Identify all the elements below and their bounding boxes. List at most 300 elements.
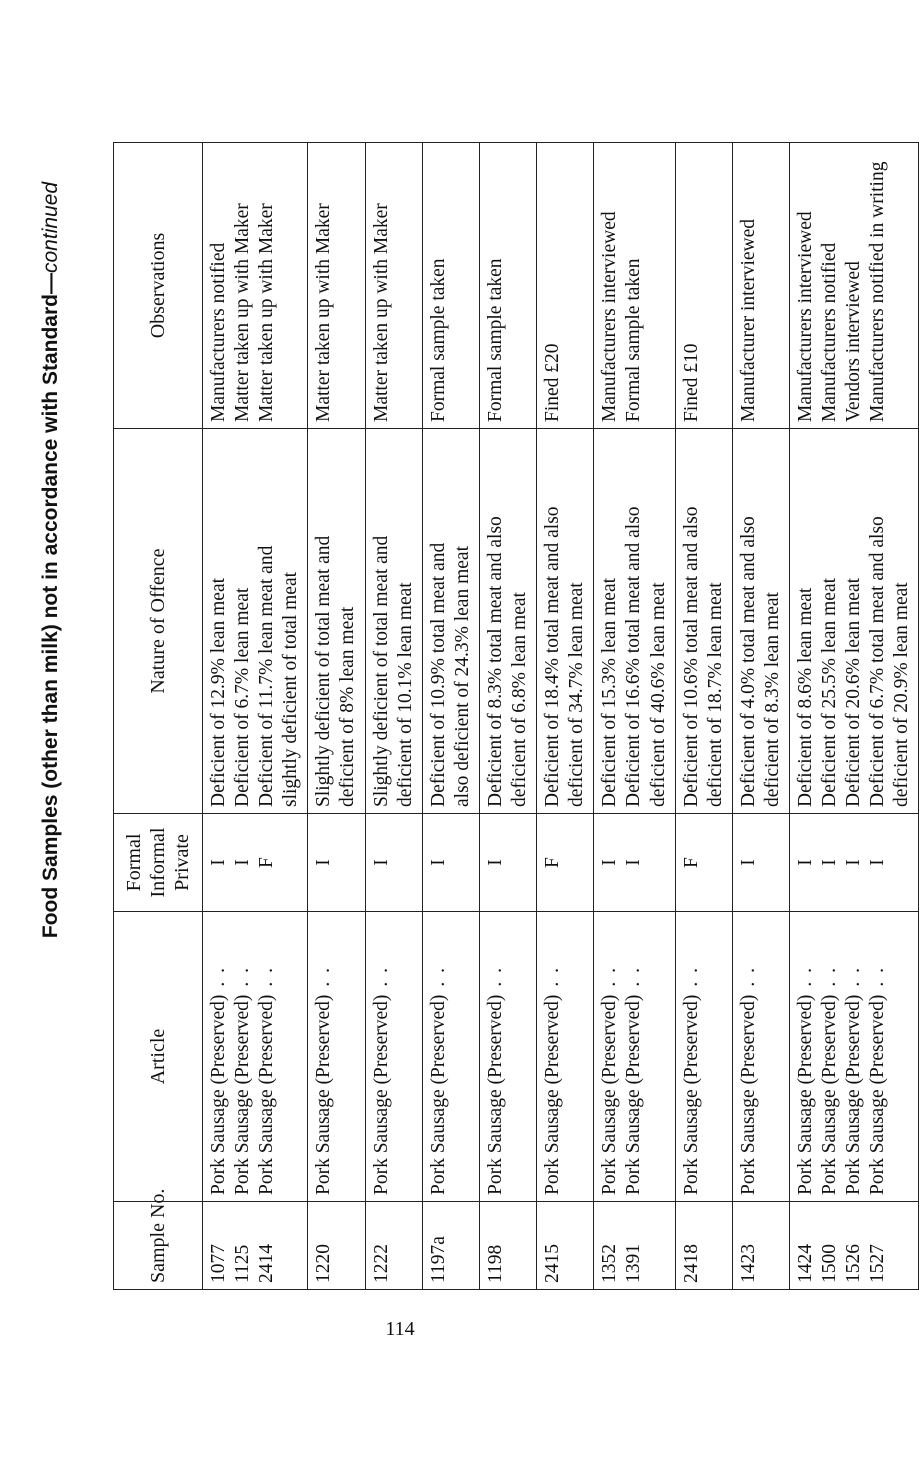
nature-cell-text: deficient of 34.7% lean meat [566, 582, 588, 807]
sample-no-cell [203, 1202, 308, 1290]
sample-no-cell-line [818, 1208, 842, 1283]
nature-cell [308, 429, 365, 814]
type-cell-line [842, 820, 866, 905]
type-cell-line [704, 820, 728, 905]
nature-cell [732, 429, 789, 814]
article-cell-text: Pork Sausage (Preserved) [542, 994, 564, 1195]
observation-cell-text: Matter taken up with Maker [256, 203, 278, 422]
nature-cell-text: slightly deficient of total meat [280, 571, 302, 807]
article-cell-line [394, 918, 418, 1195]
observation-cell-line [680, 149, 704, 422]
observation-cell-line [565, 149, 589, 422]
article-cell-text: Pork Sausage (Preserved) [794, 994, 816, 1195]
nature-cell-line [565, 435, 589, 807]
observation-cell-line [394, 149, 418, 422]
sample-no-cell-line [207, 1208, 231, 1283]
observation-cell-text: Manufacturers notified [208, 242, 229, 422]
article-cell-line [370, 918, 394, 1195]
sample-no-cell-line [622, 1208, 646, 1283]
article-cell-text: Pork Sausage (Preserved) [599, 994, 621, 1195]
sample-no-cell-line [312, 1208, 336, 1283]
leader-dots: . . [623, 966, 645, 987]
observation-cell-line [312, 149, 336, 422]
type-cell-line [565, 820, 589, 905]
type-cell-line [598, 820, 622, 905]
sample-no-cell-line [394, 1208, 418, 1283]
article-cell-line [336, 918, 360, 1195]
observation-cell-text: Formal sample taken [484, 258, 506, 422]
leader-dots: . . [313, 966, 335, 987]
type-cell-line [647, 820, 671, 905]
sample-no-cell-line [704, 1208, 728, 1283]
observation-cell-line [818, 149, 842, 422]
header-nature-of-offence: Nature of Offence [114, 429, 203, 814]
nature-cell-text: deficient of 10.1% lean meat [394, 582, 416, 807]
leader-dots: . . [542, 966, 564, 987]
article-cell [594, 912, 675, 1202]
leader-dots: . . [867, 966, 889, 987]
type-cell [203, 814, 308, 912]
sample-no-cell-text: 1077 [208, 1244, 229, 1283]
sample-no-cell-text: 1391 [623, 1244, 645, 1283]
observation-cell [422, 143, 479, 429]
type-cell-line [394, 820, 418, 905]
type-cell-line [508, 820, 532, 905]
sample-no-cell-line [541, 1208, 565, 1283]
sample-no-cell-line [484, 1208, 508, 1283]
sample-no-cell-line [255, 1208, 279, 1283]
article-cell-line [565, 918, 589, 1195]
sample-no-cell [365, 1202, 422, 1290]
nature-cell [203, 429, 308, 814]
observation-cell-text: Manufacturers interviewed [794, 211, 816, 422]
article-cell-line [842, 918, 866, 1195]
nature-cell [594, 429, 675, 814]
article-cell-line [647, 918, 671, 1195]
article-cell-text: Pork Sausage (Preserved) [843, 994, 865, 1195]
type-cell-line [279, 820, 303, 905]
observation-cell [789, 143, 918, 429]
nature-cell-line [704, 435, 728, 807]
leader-dots: . . [370, 966, 392, 987]
type-cell-text: F [256, 857, 278, 868]
sample-no-cell [732, 1202, 789, 1290]
article-cell-text: Pork Sausage (Preserved) [819, 994, 841, 1195]
article-cell-line [231, 918, 255, 1195]
nature-cell-line [647, 435, 671, 807]
nature-cell-text: Deficient of 8.3% total meat and also [484, 516, 506, 807]
header-sample-no: Sample No. [114, 1202, 203, 1290]
sample-no-cell [308, 1202, 365, 1290]
type-cell-text: I [313, 859, 335, 866]
table-body [203, 143, 919, 1290]
type-cell-line [370, 820, 394, 905]
observation-cell-line [704, 149, 728, 422]
sample-no-cell [675, 1202, 732, 1290]
sample-no-cell-text: 1423 [737, 1244, 759, 1283]
observation-cell-line [737, 149, 761, 422]
type-cell-text: I [599, 859, 621, 866]
nature-cell-line [207, 435, 231, 807]
article-cell-line [704, 918, 728, 1195]
sample-no-cell-line [508, 1208, 532, 1283]
observation-cell-line [622, 149, 646, 422]
type-cell-text: I [484, 859, 506, 866]
leader-dots: . . [256, 966, 278, 987]
type-cell-text: I [843, 859, 865, 866]
observation-cell-line [207, 149, 231, 422]
nature-cell-text: Deficient of 10.9% total meat and [427, 542, 449, 807]
nature-cell-text: deficient of 6.8% lean meat [509, 592, 531, 807]
type-cell-line [541, 820, 565, 905]
nature-cell-line [394, 435, 418, 807]
sample-no-cell-line [451, 1208, 475, 1283]
type-cell [789, 814, 918, 912]
article-cell-line [761, 918, 785, 1195]
article-cell-line [312, 918, 336, 1195]
type-cell [479, 814, 536, 912]
nature-cell-text: Deficient of 25.5% lean meat [819, 577, 841, 807]
article-cell-line [622, 918, 646, 1195]
article-cell [675, 912, 732, 1202]
type-cell-line [890, 820, 914, 905]
sample-no-cell-text: 1198 [484, 1244, 506, 1283]
nature-cell-line [279, 435, 303, 807]
page-number: 114 [385, 1318, 415, 1340]
observation-cell-line [508, 149, 532, 422]
observation-cell-text: Matter taken up with Maker [313, 203, 335, 422]
observation-cell-line [647, 149, 671, 422]
nature-cell-text: Deficient of 4.0% total meat and also [737, 516, 759, 807]
nature-cell-text: Deficient of 6.7% total meat and also [867, 516, 889, 807]
nature-cell-text: Deficient of 18.4% total meat and also [542, 506, 564, 807]
sample-no-cell-line [231, 1208, 255, 1283]
nature-cell [675, 429, 732, 814]
nature-cell-text: deficient of 8% lean meat [337, 606, 359, 807]
type-cell-line [255, 820, 279, 905]
article-cell-text: Pork Sausage (Preserved) [232, 994, 254, 1195]
header-article: Article [114, 912, 203, 1202]
sample-no-cell-text: 2414 [256, 1244, 278, 1283]
type-cell-line [451, 820, 475, 905]
table-row [789, 143, 918, 1290]
page-title-suffix: continued [39, 181, 62, 273]
sample-no-cell-line [794, 1208, 818, 1283]
sample-no-cell [479, 1202, 536, 1290]
sample-no-cell-line [842, 1208, 866, 1283]
type-cell-line [231, 820, 255, 905]
table-header-row [114, 143, 203, 1290]
table-row [308, 143, 365, 1290]
sample-no-cell [537, 1202, 594, 1290]
type-cell [365, 814, 422, 912]
nature-cell-text: Deficient of 16.6% total meat and also [623, 506, 645, 807]
nature-cell-line [866, 435, 890, 807]
type-cell-line [427, 820, 451, 905]
observation-cell-text: Fined £10 [680, 343, 702, 422]
nature-cell-line [818, 435, 842, 807]
observation-cell [732, 143, 789, 429]
observation-cell-text: Fined £20 [542, 343, 564, 422]
nature-cell-line [231, 435, 255, 807]
leader-dots: . . [737, 966, 759, 987]
observation-cell-line [370, 149, 394, 422]
leader-dots: . . [819, 966, 841, 987]
type-cell-text: I [370, 859, 392, 866]
rotated-table-sheet [113, 143, 913, 1290]
nature-cell-line [427, 435, 451, 807]
nature-cell-text: Deficient of 20.6% lean meat [843, 577, 865, 807]
sample-no-cell-text: 1500 [819, 1244, 841, 1283]
observation-cell-line [231, 149, 255, 422]
observation-cell-line [427, 149, 451, 422]
nature-cell-line [255, 435, 279, 807]
sample-no-cell-text: 1222 [370, 1244, 392, 1283]
sample-no-cell [594, 1202, 675, 1290]
table-row [203, 143, 308, 1290]
observation-cell-line [255, 149, 279, 422]
sample-no-cell-text: 1526 [843, 1244, 865, 1283]
header-type: Formal Informal Private [114, 814, 203, 912]
type-cell-line [761, 820, 785, 905]
article-cell-line [680, 918, 704, 1195]
article-cell-line [794, 918, 818, 1195]
observation-cell [675, 143, 732, 429]
observation-cell-line [451, 149, 475, 422]
observation-cell [537, 143, 594, 429]
article-cell-text: Pork Sausage (Preserved) [208, 994, 229, 1195]
type-cell-text: I [819, 859, 841, 866]
sample-no-cell-line [427, 1208, 451, 1283]
sample-no-cell-line [598, 1208, 622, 1283]
type-cell-text: I [232, 859, 254, 866]
nature-cell-text: Deficient of 10.6% total meat and also [680, 506, 702, 807]
article-cell [479, 912, 536, 1202]
type-cell-text: I [208, 859, 229, 866]
article-cell-text: Pork Sausage (Preserved) [737, 994, 759, 1195]
nature-cell-text: Deficient of 12.9% lean meat [208, 577, 229, 807]
article-cell-line [255, 918, 279, 1195]
sample-no-cell-line [370, 1208, 394, 1283]
observation-cell-text: Matter taken up with Maker [232, 203, 254, 422]
sample-no-cell-line [890, 1208, 914, 1283]
observation-cell [365, 143, 422, 429]
sample-no-cell-text: 1220 [313, 1244, 335, 1283]
observation-cell [203, 143, 308, 429]
sample-no-cell-text: 1352 [599, 1244, 621, 1283]
article-cell [732, 912, 789, 1202]
nature-cell-text: also deficient of 24.3% lean meat [451, 546, 473, 807]
article-cell-text: Pork Sausage (Preserved) [680, 994, 702, 1195]
sample-no-cell-text: 1527 [867, 1244, 889, 1283]
sample-no-cell-line [336, 1208, 360, 1283]
nature-cell-text: Deficient of 11.7% lean meat and [256, 545, 278, 807]
observation-cell-text: Matter taken up with Maker [370, 203, 392, 422]
type-cell-line [866, 820, 890, 905]
sample-no-cell-text: 1125 [232, 1244, 254, 1283]
nature-cell [789, 429, 918, 814]
nature-cell-text: Slightly deficient of total meat and [370, 535, 392, 807]
sample-no-cell-line [737, 1208, 761, 1283]
article-cell-line [541, 918, 565, 1195]
observation-cell-line [484, 149, 508, 422]
nature-cell-text: deficient of 18.7% lean meat [704, 582, 726, 807]
sample-no-cell-line [680, 1208, 704, 1283]
type-cell-line [794, 820, 818, 905]
type-cell-text: I [737, 859, 759, 866]
article-cell-line [484, 918, 508, 1195]
type-cell-line [818, 820, 842, 905]
article-cell-line [508, 918, 532, 1195]
type-cell-line [737, 820, 761, 905]
nature-cell-text: Deficient of 8.6% lean meat [794, 587, 816, 807]
observation-cell-line [541, 149, 565, 422]
sample-no-cell-text: 2415 [542, 1244, 564, 1283]
nature-cell [422, 429, 479, 814]
observation-cell-line [598, 149, 622, 422]
sample-no-cell-line [866, 1208, 890, 1283]
nature-cell-text: Deficient of 6.7% lean meat [232, 587, 254, 807]
nature-cell-line [761, 435, 785, 807]
nature-cell [537, 429, 594, 814]
type-cell [732, 814, 789, 912]
type-cell-line [622, 820, 646, 905]
article-cell [365, 912, 422, 1202]
nature-cell-line [312, 435, 336, 807]
table-row [675, 143, 732, 1290]
type-cell-line [336, 820, 360, 905]
nature-cell-text: deficient of 40.6% lean meat [647, 582, 669, 807]
leader-dots: . . [794, 966, 816, 987]
nature-cell-line [680, 435, 704, 807]
nature-cell-line [842, 435, 866, 807]
type-cell-line [680, 820, 704, 905]
article-cell-line [598, 918, 622, 1195]
leader-dots: . . [427, 966, 449, 987]
article-cell-text: Pork Sausage (Preserved) [256, 994, 278, 1195]
header-observations: Observations [114, 143, 203, 429]
observation-cell-text: Manufacturers notified [819, 242, 841, 422]
observation-cell-text: Manufacturer interviewed [737, 218, 759, 422]
article-cell-text: Pork Sausage (Preserved) [313, 994, 335, 1195]
table-row [732, 143, 789, 1290]
observation-cell-text: Vendors interviewed [843, 261, 865, 422]
article-cell-text: Pork Sausage (Preserved) [623, 994, 645, 1195]
table-row [594, 143, 675, 1290]
page-title-main: Food Samples (other than milk) not in accordance with Standard— [39, 273, 62, 939]
article-cell [422, 912, 479, 1202]
sample-no-cell [789, 1202, 918, 1290]
type-cell-text: I [427, 859, 449, 866]
sample-no-cell-line [279, 1208, 303, 1283]
sample-no-cell-text: 1197a [427, 1236, 449, 1283]
article-cell [789, 912, 918, 1202]
observation-cell-line [794, 149, 818, 422]
article-cell-text: Pork Sausage (Preserved) [484, 994, 506, 1195]
sample-no-cell [422, 1202, 479, 1290]
table-row [365, 143, 422, 1290]
observation-cell-line [336, 149, 360, 422]
nature-cell-text: Slightly deficient of total meat and [313, 535, 335, 807]
sample-no-cell-text: 2418 [680, 1244, 702, 1283]
article-cell-line [427, 918, 451, 1195]
article-cell-line [818, 918, 842, 1195]
leader-dots: . . [843, 966, 865, 987]
leader-dots: . . [599, 966, 621, 987]
article-cell-text: Pork Sausage (Preserved) [427, 994, 449, 1195]
samples-table [113, 142, 919, 1290]
table-row [537, 143, 594, 1290]
observation-cell-line [890, 149, 914, 422]
nature-cell [365, 429, 422, 814]
observation-cell-text: Manufacturers interviewed [599, 211, 621, 422]
type-cell-line [484, 820, 508, 905]
article-cell-line [207, 918, 231, 1195]
nature-cell-line [737, 435, 761, 807]
nature-cell-line [508, 435, 532, 807]
article-cell [203, 912, 308, 1202]
type-cell-text: I [623, 859, 645, 866]
observation-cell-line [761, 149, 785, 422]
article-cell-line [737, 918, 761, 1195]
observation-cell-text: Formal sample taken [427, 258, 449, 422]
nature-cell-line [622, 435, 646, 807]
page-title [16, 10, 86, 1110]
nature-cell-line [598, 435, 622, 807]
observation-cell-line [279, 149, 303, 422]
type-cell-line [207, 820, 231, 905]
article-cell-text: Pork Sausage (Preserved) [370, 994, 392, 1195]
nature-cell-line [336, 435, 360, 807]
observation-cell-line [842, 149, 866, 422]
nature-cell-line [890, 435, 914, 807]
article-cell-line [451, 918, 475, 1195]
leader-dots: . . [232, 966, 254, 987]
observation-cell [479, 143, 536, 429]
type-cell-text: F [542, 857, 564, 868]
type-cell [308, 814, 365, 912]
sample-no-cell-line [565, 1208, 589, 1283]
nature-cell-text: deficient of 8.3% lean meat [761, 592, 783, 807]
article-cell [308, 912, 365, 1202]
type-cell [675, 814, 732, 912]
type-cell-text: F [680, 857, 702, 868]
type-cell-text: I [794, 859, 816, 866]
sample-no-cell-line [647, 1208, 671, 1283]
nature-cell-text: deficient of 20.9% lean meat [891, 582, 913, 807]
nature-cell-line [541, 435, 565, 807]
article-cell-line [866, 918, 890, 1195]
type-cell [422, 814, 479, 912]
nature-cell-line [794, 435, 818, 807]
observation-cell [594, 143, 675, 429]
leader-dots: . . [484, 966, 506, 987]
leader-dots: . . [680, 966, 702, 987]
observation-cell-text: Formal sample taken [623, 258, 645, 422]
table-row [479, 143, 536, 1290]
type-cell [594, 814, 675, 912]
article-cell [537, 912, 594, 1202]
sample-no-cell-line [761, 1208, 785, 1283]
nature-cell-line [484, 435, 508, 807]
nature-cell-text: Deficient of 15.3% lean meat [599, 577, 621, 807]
sample-no-cell-text: 1424 [794, 1244, 816, 1283]
nature-cell-line [370, 435, 394, 807]
observation-cell-line [866, 149, 890, 422]
type-cell-line [312, 820, 336, 905]
article-cell-line [890, 918, 914, 1195]
nature-cell-line [451, 435, 475, 807]
